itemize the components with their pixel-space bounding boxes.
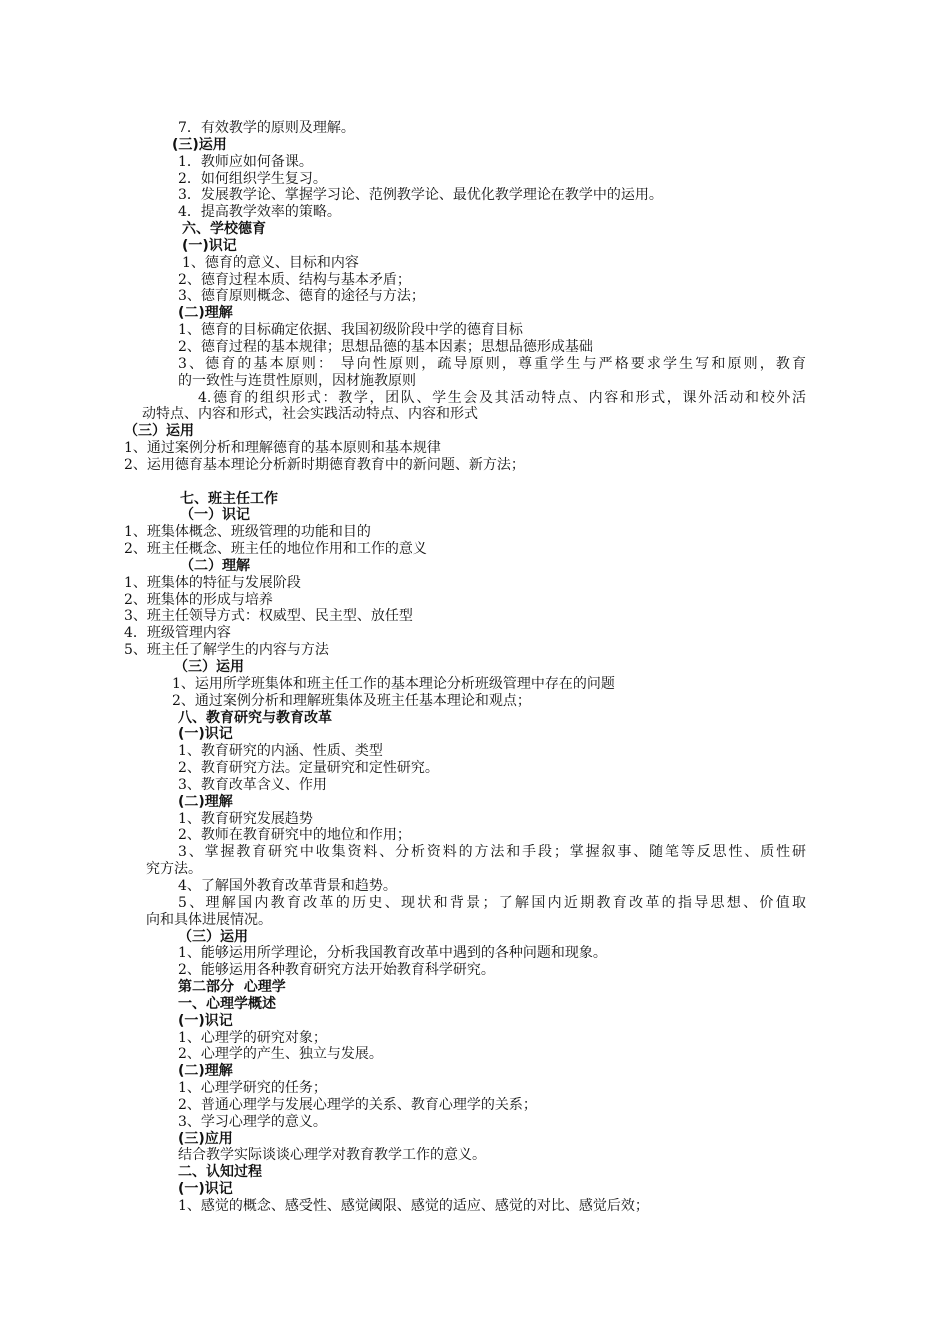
text-line: 2、能够运用各种教育研究方法开始教育科学研究。 <box>178 962 495 979</box>
text-line: 4.德育的组织形式：教学，团队、学生会及其活动特点、内容和形式，课外活动和校外活 <box>198 389 806 406</box>
text-line: 1、教育研究发展趋势 <box>178 810 313 827</box>
text-line: 2、班主任概念、班主任的地位作用和工作的意义 <box>124 541 427 558</box>
text-line: 究方法。 <box>146 861 202 878</box>
section-heading: (一)识记 <box>178 726 233 743</box>
text-line: 2、德育过程本质、结构与基本矛盾； <box>178 271 411 288</box>
section-heading: (二)理解 <box>178 305 233 322</box>
text-line: 1、感觉的概念、感受性、感觉阈限、感觉的适应、感觉的对比、感觉后效； <box>178 1198 649 1214</box>
section-heading: 八、教育研究与教育改革 <box>178 709 332 726</box>
text-line: 3、教育改革含义、作用 <box>178 776 327 793</box>
section-heading: （二）理解 <box>180 557 250 574</box>
text-line: 1、能够运用所学理论，分析我国教育改革中遇到的各种问题和现象。 <box>178 945 607 962</box>
text-line: 2．如何组织学生复习。 <box>178 170 327 187</box>
text-line: 3、班主任领导方式：权威型、民主型、放任型 <box>124 608 413 625</box>
section-heading: (二)理解 <box>178 1063 233 1080</box>
text-line: 2、教育研究方法。定量研究和定性研究。 <box>178 760 439 777</box>
text-line: 1、心理学的研究对象； <box>178 1029 327 1046</box>
text-line: 7．有效教学的原则及理解。 <box>178 120 355 136</box>
section-heading: (一)识记 <box>182 237 237 254</box>
section-heading: （三）运用 <box>178 928 248 945</box>
section-heading: 七、班主任工作 <box>180 490 278 507</box>
text-line: 结合教学实际谈谈心理学对教育教学工作的意义。 <box>178 1147 486 1164</box>
text-line: 3．发展教学论、掌握学习论、范例教学论、最优化教学理论在教学中的运用。 <box>178 187 663 204</box>
text-line: 1．教师应如何备课。 <box>178 153 313 170</box>
text-line: 4．提高教学效率的策略。 <box>178 204 341 221</box>
text-line: 5、班主任了解学生的内容与方法 <box>124 642 329 659</box>
text-line: 1、班集体的特征与发展阶段 <box>124 574 301 591</box>
text-line: 2、普通心理学与发展心理学的关系、教育心理学的关系； <box>178 1096 537 1113</box>
text-line: 1、德育的意义、目标和内容 <box>182 254 359 271</box>
text-line: 1、德育的目标确定依据、我国初级阶段中学的德育目标 <box>178 322 523 339</box>
text-line: 1、运用所学班集体和班主任工作的基本理论分析班级管理中存在的问题 <box>172 675 615 692</box>
text-line: 向和具体进展情况。 <box>146 911 272 928</box>
section-heading: （三）运用 <box>174 659 244 675</box>
text-line: 动特点、内容和形式，社会实践活动特点、内容和形式 <box>142 406 478 423</box>
text-line: 2、通过案例分析和理解班集体及班主任基本理论和观点； <box>172 692 531 709</box>
text-line <box>0 474 950 491</box>
text-line: 4、了解国外教育改革背景和趋势。 <box>178 877 397 894</box>
text-line: 的一致性与连贯性原则，因材施教原则 <box>178 372 416 389</box>
text-line: 1、心理学研究的任务； <box>178 1080 327 1097</box>
section-heading: (一)识记 <box>178 1181 233 1198</box>
text-line: 2、班集体的形成与培养 <box>124 591 273 608</box>
text-line: 4．班级管理内容 <box>124 625 231 642</box>
section-heading: 第二部分 心理学 <box>178 979 286 996</box>
text-line: 2、教师在教育研究中的地位和作用； <box>178 827 411 844</box>
text-line: 1、班集体概念、班级管理的功能和目的 <box>124 524 371 541</box>
section-heading: (一)识记 <box>178 1012 233 1029</box>
section-heading: 一、心理学概述 <box>178 995 276 1012</box>
text-line: 3、德育的基本原则： 导向性原则，疏导原则，尊重学生与严格要求学生写和原则，教育 <box>178 355 806 372</box>
section-heading: (三)应用 <box>178 1130 233 1147</box>
section-heading: 二、认知过程 <box>178 1164 262 1181</box>
text-line: 1、教育研究的内涵、性质、类型 <box>178 743 383 760</box>
section-heading: (二)理解 <box>178 793 233 810</box>
text-line: 3、学习心理学的意义。 <box>178 1113 327 1130</box>
text-line: 3、德育原则概念、德育的途径与方法； <box>178 288 425 305</box>
text-line: 5、理解国内教育改革的历史、现状和背景；了解国内近期教育改革的指导思想、价值取 <box>178 894 806 911</box>
text-line: 2、心理学的产生、独立与发展。 <box>178 1046 383 1063</box>
section-heading: (三)运用 <box>172 136 227 153</box>
document-body <box>0 120 950 1215</box>
text-line: 3、掌握教育研究中收集资料、分析资料的方法和手段；掌握叙事、随笔等反思性、质性研 <box>178 844 806 861</box>
text-line: 2、运用德育基本理论分析新时期德育教育中的新问题、新方法； <box>124 456 525 473</box>
text-line: 2、德育过程的基本规律；思想品德的基本因素；思想品德形成基础 <box>178 338 593 355</box>
section-heading: （一）识记 <box>180 507 250 524</box>
section-heading: （三）运用 <box>124 423 194 440</box>
section-heading: 六、学校德育 <box>182 221 266 238</box>
text-line: 1、通过案例分析和理解德育的基本原则和基本规律 <box>124 440 441 457</box>
